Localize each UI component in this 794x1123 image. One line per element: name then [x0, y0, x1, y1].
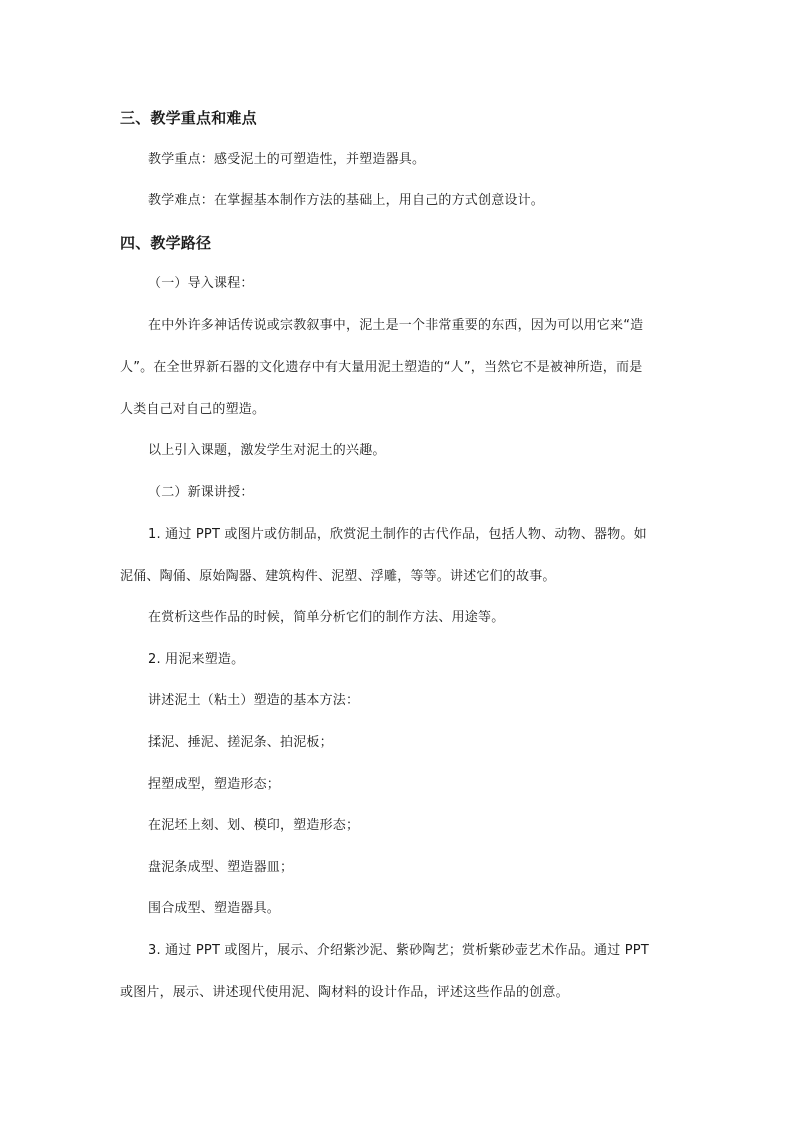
intro-paragraph-line-2: 人”。在全世界新石器的文化遗存中有大量用泥土塑造的“人”，当然它不是被神所造，而是	[120, 360, 643, 375]
item2-methods-title: 讲述泥土（粘土）塑造的基本方法：	[148, 693, 360, 708]
intro-paragraph-line-1: 在中外许多神话传说或宗教叙事中，泥土是一个非常重要的东西，因为可以用它来“造	[148, 318, 644, 333]
method-item-2: 捏塑成型，塑造形态；	[148, 777, 281, 792]
item3-line-1: 3. 通过 PPT 或图片，展示、介绍紫沙泥、紫砂陶艺；赏析紫砂壶艺术作品。通过 PPT	[148, 943, 649, 958]
difficulty-paragraph: 教学难点：在掌握基本制作方法的基础上，用自己的方式创意设计。	[148, 193, 545, 208]
part1-title: （一）导入课程：	[148, 276, 254, 291]
method-item-1: 揉泥、捶泥、搓泥条、拍泥板；	[148, 735, 333, 750]
item1-line-1: 1. 通过 PPT 或图片或仿制品，欣赏泥土制作的古代作品，包括人物、动物、器物。如	[148, 527, 647, 542]
method-item-3: 在泥坯上刻、划、模印，塑造形态；	[148, 818, 360, 833]
method-item-5: 围合成型、塑造器具。	[148, 901, 281, 916]
intro-paragraph-2: 以上引入课题，激发学生对泥土的兴趣。	[148, 443, 386, 458]
item3-line-2: 或图片，展示、讲述现代使用泥、陶材料的设计作品，评述这些作品的创意。	[120, 985, 569, 1000]
part2-title: （二）新课讲授：	[148, 485, 254, 500]
item1-paragraph-2: 在赏析这些作品的时候，简单分析它们的制作方法、用途等。	[148, 610, 505, 625]
section-heading-4: 四、教学路径	[120, 234, 212, 252]
method-item-4: 盘泥条成型、塑造器皿；	[148, 860, 294, 875]
section-heading-3: 三、教学重点和难点	[120, 109, 257, 127]
intro-paragraph-line-3: 人类自己对自己的塑造。	[120, 402, 266, 417]
key-point-paragraph: 教学重点：感受泥土的可塑造性，并塑造器具。	[148, 152, 426, 167]
item1-line-2: 泥俑、陶俑、原始陶器、建筑构件、泥塑、浮雕，等等。讲述它们的故事。	[120, 569, 556, 584]
item2-title: 2. 用泥来塑造。	[148, 652, 245, 667]
